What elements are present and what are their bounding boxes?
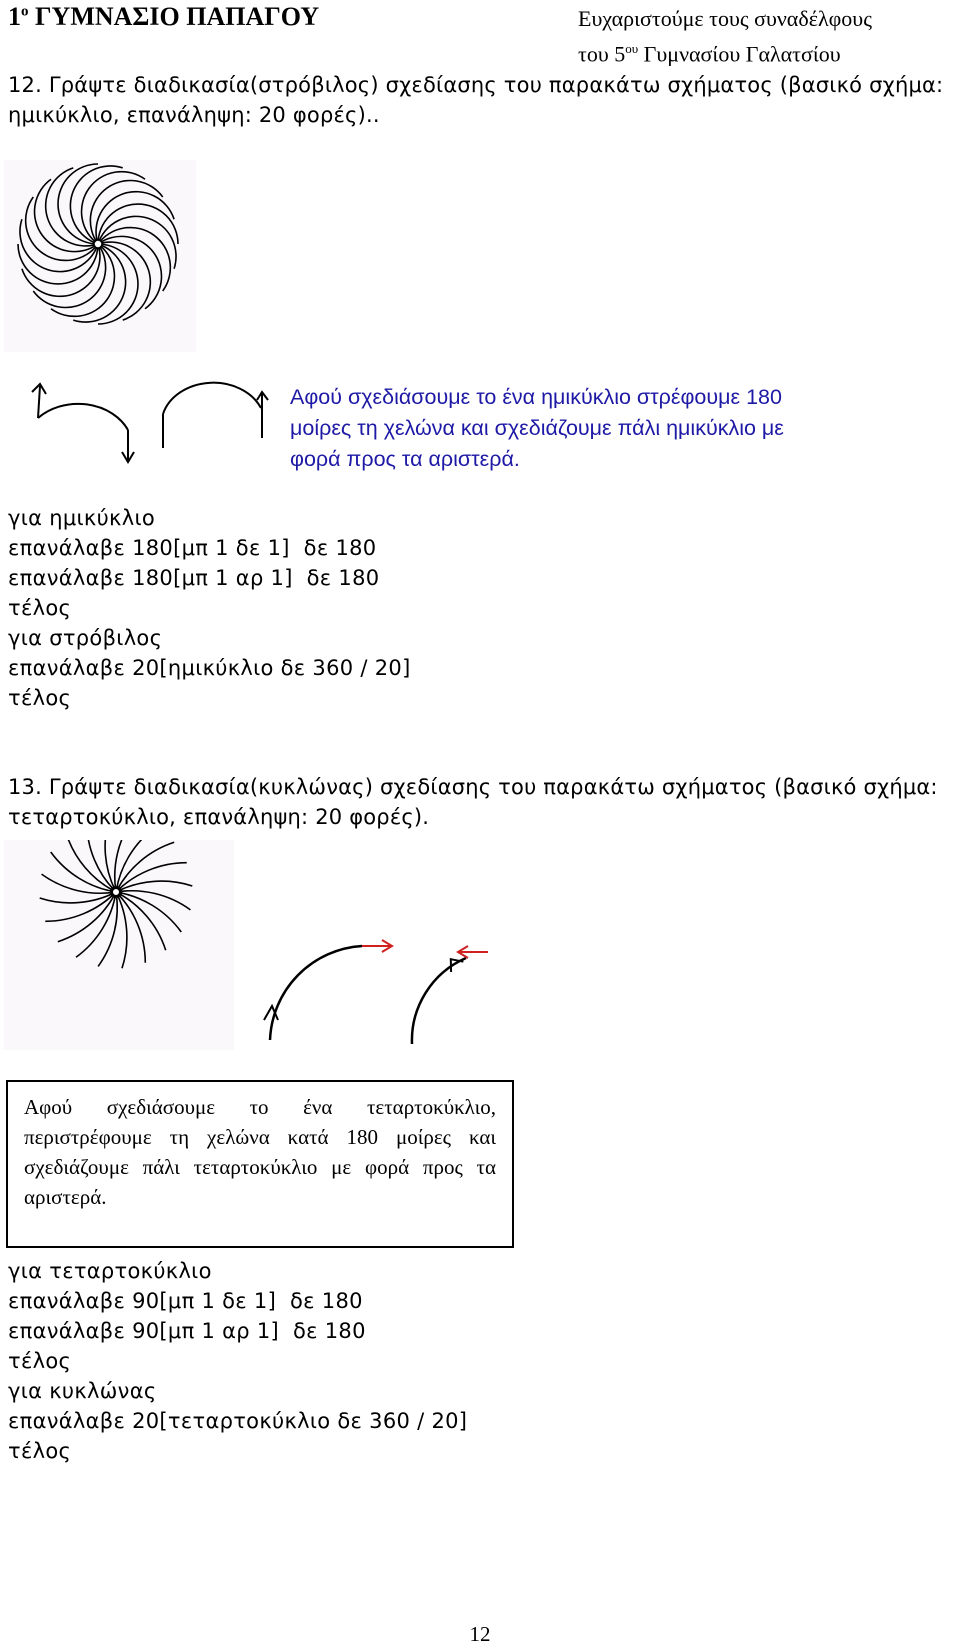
quarter-arc-right	[264, 940, 392, 1040]
acknowledgement-line-2-start: του 5	[578, 41, 626, 67]
spiral-figure	[4, 160, 196, 352]
code-line: επανάλαβε 90[μπ 1 δε 1] δε 180	[8, 1289, 363, 1313]
semicircle-diagram	[16, 378, 296, 478]
code-line: τέλος	[8, 1439, 72, 1463]
school-name: ΓΥΜΝΑΣΙΟ ΠΑΠΑΓΟΥ	[35, 2, 320, 31]
semicircle-note	[290, 382, 890, 475]
school-title	[8, 2, 319, 32]
acknowledgement-line-2	[578, 34, 872, 69]
acknowledgement	[578, 4, 872, 69]
code-line: για ημικύκλιο	[8, 506, 156, 530]
code-block-13	[8, 1256, 467, 1466]
semicircle-note-line: Αφού σχεδιάσουμε το ένα ημικύκλιο στρέφουμε 180	[290, 385, 782, 409]
quarter-circle-diagram	[250, 920, 540, 1050]
page-number: 12	[469, 1622, 491, 1646]
code-line: για τεταρτοκύκλιο	[8, 1259, 212, 1283]
code-line: για κυκλώνας	[8, 1379, 157, 1403]
cyclone-figure	[4, 840, 234, 1050]
semicircle-note-line: μοίρες τη χελώνα και σχεδιάζουμε πάλι ημικύκλιο με	[290, 416, 784, 440]
code-line: τέλος	[8, 686, 72, 710]
quarter-circle-stroke	[51, 840, 116, 909]
code-line: επανάλαβε 20[τεταρτοκύκλιο δε 360 / 20]	[8, 1409, 468, 1433]
semicircle-right-turn	[32, 384, 134, 462]
quarter-circle-note: Αφού σχεδιάσουμε το ένα τεταρτοκύκλιο, περιστρέφουμε τη χελώνα κατά 180 μοίρες και σχεδιάζουμε πάλι τεταρτοκύκλιο με φορά προς τα αριστερά.	[6, 1080, 514, 1248]
acknowledgement-line-2-end: Γυμνασίου Γαλατσίου	[638, 41, 841, 67]
quarter-arc-left	[412, 946, 488, 1044]
code-line: επανάλαβε 180[μπ 1 αρ 1] δε 180	[8, 566, 380, 590]
cyclone-drawing	[4, 840, 234, 1050]
acknowledgement-line-1: Ευχαριστούμε τους συναδέλφους	[578, 6, 872, 31]
quarter-circle-stroke	[59, 892, 133, 957]
spiral-drawing	[4, 160, 196, 352]
code-line: επανάλαβε 180[μπ 1 δε 1] δε 180	[8, 536, 377, 560]
school-number-suffix: ο	[21, 3, 29, 20]
quarter-circle-stroke	[88, 840, 138, 892]
quarter-circle-stroke	[116, 875, 181, 949]
code-line: τέλος	[8, 1349, 72, 1373]
code-line: επανάλαβε 20[ημικύκλιο δε 360 / 20]	[8, 656, 411, 680]
code-line: τέλος	[8, 596, 72, 620]
task-13-text: 13. Γράψτε διαδικασία(κυκλώνας) σχεδίασης του παρακάτω σχήματος (βασικό σχήμα: τεταρτοκύκλιο, επανάληψη: 20 φορές).	[8, 775, 938, 829]
center-dot	[112, 888, 121, 897]
semicircle-note-line: φορά προς τα αριστερά.	[290, 447, 520, 471]
center-dot	[94, 240, 102, 248]
school-number: 1	[8, 2, 21, 31]
task-12-text: 12. Γράψτε διαδικασία(στρόβιλος) σχεδίασης του παρακάτω σχήματος (βασικό σχήμα: ημικύκλιο, επανάληψη: 20 φορές)..	[8, 73, 944, 127]
semicircle-left-turn	[163, 383, 268, 448]
code-block-12	[8, 503, 411, 713]
code-line: για στρόβιλος	[8, 626, 163, 650]
acknowledgement-line-2-suffix: ου	[625, 41, 639, 56]
code-line: επανάλαβε 90[μπ 1 αρ 1] δε 180	[8, 1319, 366, 1343]
